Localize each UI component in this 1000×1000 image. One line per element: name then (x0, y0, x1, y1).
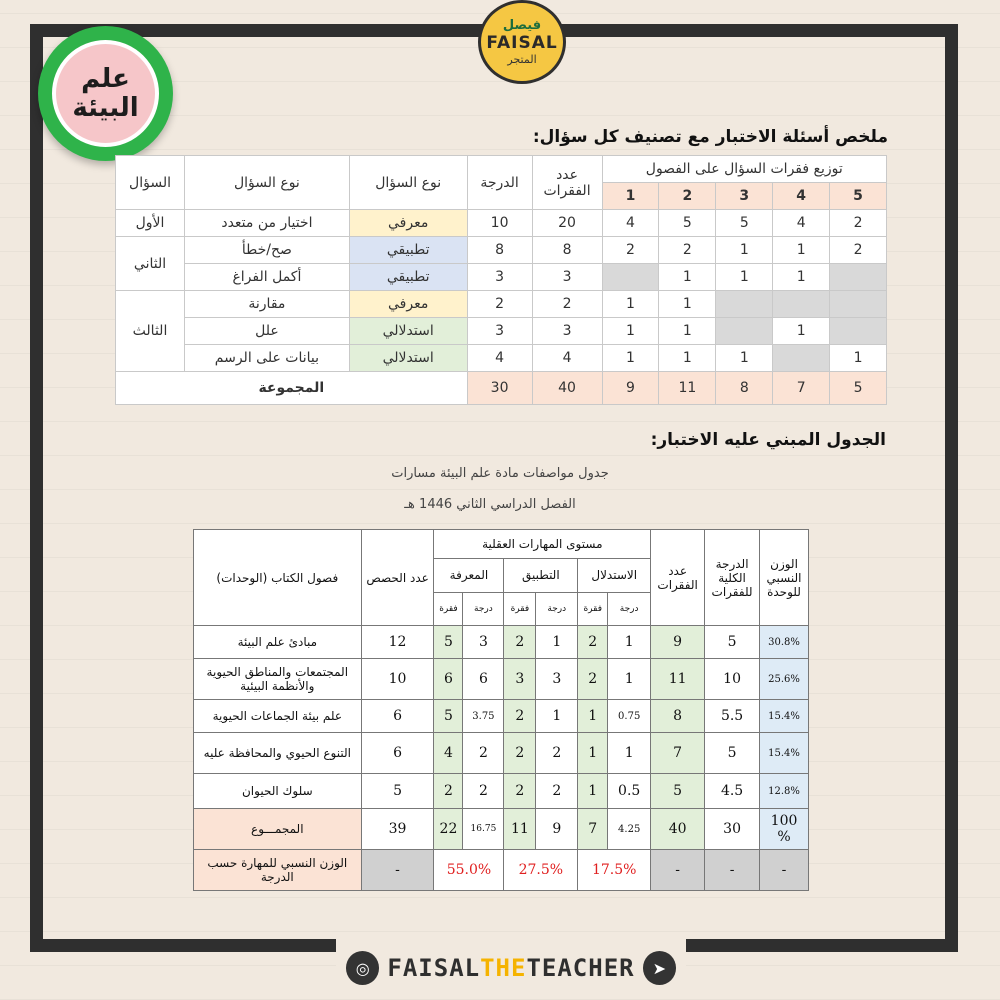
r-grade-header: درجة (608, 592, 651, 625)
total-row (116, 372, 887, 405)
weight-row-knowledge: 55.0% (434, 850, 504, 891)
total-total: 30 (705, 809, 760, 850)
cell-weight: 15.4% (760, 733, 809, 774)
cell-count: 9 (651, 626, 705, 659)
k-item-header: فقرة (434, 592, 463, 625)
weight-header: الوزن النسبي للوحدة (760, 530, 809, 626)
cell-c3: 5 (716, 210, 773, 237)
cell-a-grade: 2 (536, 733, 578, 774)
cell-grade: 8 (467, 237, 532, 264)
cell-chapter-name: التنوع الحيوي والمحافظة عليه (194, 733, 362, 774)
questions-summary-table (115, 155, 887, 405)
cell-count: 3 (532, 318, 602, 345)
r-item-header: فقرة (578, 592, 608, 625)
table-row (194, 733, 809, 774)
total-label: المجموعة (116, 372, 468, 405)
chapter-header-4: 4 (773, 183, 830, 210)
cell-a-grade: 1 (536, 626, 578, 659)
cell-periods: 6 (361, 700, 434, 733)
chapter-header-3: 3 (716, 183, 773, 210)
total-grade: 30 (467, 372, 532, 405)
cell-r-item: 1 (578, 700, 608, 733)
section2-title: الجدول المبني عليه الاختبار: (650, 430, 886, 450)
cell-a-item: 2 (504, 626, 536, 659)
cell-c1: 4 (602, 210, 659, 237)
spec-title: جدول مواصفات مادة علم البيئة مسارات (391, 466, 609, 481)
question-group: الثاني (116, 237, 185, 291)
cell-count: 2 (532, 291, 602, 318)
cell-c4 (773, 345, 830, 372)
cell-c5 (830, 264, 887, 291)
total-count: 40 (651, 809, 705, 850)
cell-c4: 1 (773, 264, 830, 291)
cell-c3: 1 (716, 345, 773, 372)
cell-level: معرفي (349, 210, 467, 237)
total-periods: 39 (361, 809, 434, 850)
cell-count: 8 (532, 237, 602, 264)
cell-k-item: 4 (434, 733, 463, 774)
cell-c5: 1 (830, 345, 887, 372)
weight-row-application: 27.5% (504, 850, 578, 891)
weight-row-label: الوزن النسبي للمهارة حسب الدرجة (194, 850, 362, 891)
store-logo-arabic: فيصل (502, 18, 542, 33)
cell-total: 10 (705, 659, 760, 700)
chapter-header-1: 1 (602, 183, 659, 210)
cell-level: معرفي (349, 291, 467, 318)
cell-c1: 1 (602, 345, 659, 372)
total-k-item: 22 (434, 809, 463, 850)
cell-c5 (830, 291, 887, 318)
store-logo (478, 0, 566, 84)
brand-part-c: TEACHER (526, 954, 635, 982)
weight-row-total: - (705, 850, 760, 891)
table-row (116, 237, 887, 264)
cell-chapter-name: علم بيئة الجماعات الحيوية (194, 700, 362, 733)
cell-c1: 1 (602, 318, 659, 345)
cell-c4: 1 (773, 318, 830, 345)
cell-level: تطبيقي (349, 237, 467, 264)
type-header: نوع السؤال (185, 156, 350, 210)
question-header: السؤال (116, 156, 185, 210)
total-k-grade: 16.75 (463, 809, 504, 850)
cell-c2: 1 (659, 291, 716, 318)
cell-weight: 30.8% (760, 626, 809, 659)
cell-grade: 3 (467, 264, 532, 291)
cell-c1: 2 (602, 237, 659, 264)
grade-header: الدرجة (467, 156, 532, 210)
total-c5: 5 (830, 372, 887, 405)
cell-count: 7 (651, 733, 705, 774)
cell-k-item: 5 (434, 700, 463, 733)
logo-line1: علم (81, 63, 130, 94)
cell-periods: 10 (361, 659, 434, 700)
table-row (194, 700, 809, 733)
chapters-header: فصول الكتاب (الوحدات) (194, 530, 362, 626)
cell-total: 5.5 (705, 700, 760, 733)
table-row (116, 318, 887, 345)
cell-level: استدلالي (349, 345, 467, 372)
a-grade-header: درجة (536, 592, 578, 625)
telegram-icon[interactable]: ➤ (643, 951, 676, 985)
cell-c2: 1 (659, 318, 716, 345)
total-grade-header: الدرجة الكلية للفقرات (705, 530, 760, 626)
cell-a-item: 2 (504, 774, 536, 809)
table-row (116, 264, 887, 291)
table-row (116, 210, 887, 237)
cell-c3: 1 (716, 264, 773, 291)
weight-row-count: - (651, 850, 705, 891)
cell-a-grade: 3 (536, 659, 578, 700)
cell-total: 5 (705, 626, 760, 659)
cell-chapter-name: المجتمعات والمناطق الحيوية والأنظمة البيئية (194, 659, 362, 700)
items-count-header: عدد الفقرات (651, 530, 705, 626)
cell-count: 4 (532, 345, 602, 372)
cell-k-grade: 2 (463, 733, 504, 774)
k-grade-header: درجة (463, 592, 504, 625)
level-header: نوع السؤال (349, 156, 467, 210)
table-row (194, 659, 809, 700)
cell-c4 (773, 291, 830, 318)
spec-table (193, 529, 809, 891)
cell-periods: 5 (361, 774, 434, 809)
cell-r-grade: 1 (608, 659, 651, 700)
cell-weight: 25.6% (760, 659, 809, 700)
cell-r-grade: 0.75 (608, 700, 651, 733)
cell-c2: 1 (659, 264, 716, 291)
section1-title: ملخص أسئلة الاختبار مع تصنيف كل سؤال: (532, 127, 888, 147)
cell-weight: 15.4% (760, 700, 809, 733)
cell-c2: 2 (659, 237, 716, 264)
cell-type: بيانات على الرسم (185, 345, 350, 372)
total-c2: 11 (659, 372, 716, 405)
total-count: 40 (532, 372, 602, 405)
cell-level: استدلالي (349, 318, 467, 345)
brand-part-a: FAISAL (387, 954, 481, 982)
instagram-icon[interactable]: ◎ (346, 951, 379, 985)
table-row (194, 626, 809, 659)
total-row (194, 809, 809, 850)
total-a-grade: 9 (536, 809, 578, 850)
weight-row-weight: - (760, 850, 809, 891)
cell-count: 8 (651, 700, 705, 733)
cell-count: 11 (651, 659, 705, 700)
chapter-header-5: 5 (830, 183, 887, 210)
store-logo-subtitle: المتجر (507, 53, 537, 66)
weight-row-periods: - (361, 850, 434, 891)
total-r-grade: 4.25 (608, 809, 651, 850)
table-row (116, 345, 887, 372)
distribution-header: توزيع فقرات السؤال على الفصول (602, 156, 886, 183)
cell-a-item: 2 (504, 733, 536, 774)
cell-weight: 12.8% (760, 774, 809, 809)
total-c1: 9 (602, 372, 659, 405)
store-logo-brand: FAISAL (486, 33, 558, 53)
total-weight-number: 100 (770, 813, 798, 829)
cell-a-item: 2 (504, 700, 536, 733)
cell-type: مقارنة (185, 291, 350, 318)
cell-c4: 4 (773, 210, 830, 237)
cell-r-grade: 1 (608, 733, 651, 774)
cell-level: تطبيقي (349, 264, 467, 291)
footer-brand-text (387, 954, 634, 982)
items-count-header: عدد الفقرات (532, 156, 602, 210)
table-row (194, 774, 809, 809)
cell-k-item: 2 (434, 774, 463, 809)
application-header: التطبيق (504, 559, 578, 592)
cell-a-grade: 2 (536, 774, 578, 809)
cell-periods: 6 (361, 733, 434, 774)
subject-logo (38, 26, 173, 161)
brand-part-b: THE (480, 954, 527, 982)
cell-k-item: 5 (434, 626, 463, 659)
total-a-item: 11 (504, 809, 536, 850)
cell-k-item: 6 (434, 659, 463, 700)
cell-c5 (830, 318, 887, 345)
table-row (116, 291, 887, 318)
question-group: الأول (116, 210, 185, 237)
cell-count: 20 (532, 210, 602, 237)
cell-r-item: 1 (578, 774, 608, 809)
cell-k-grade: 2 (463, 774, 504, 809)
periods-header: عدد الحصص (361, 530, 434, 626)
question-group: الثالث (116, 291, 185, 372)
cell-k-grade: 3.75 (463, 700, 504, 733)
total-weight (760, 809, 809, 850)
cell-total: 4.5 (705, 774, 760, 809)
cell-c1 (602, 264, 659, 291)
cell-c5: 2 (830, 210, 887, 237)
footer-brand (336, 936, 686, 998)
cell-type: علل (185, 318, 350, 345)
a-item-header: فقرة (504, 592, 536, 625)
cell-r-item: 2 (578, 659, 608, 700)
total-r-item: 7 (578, 809, 608, 850)
cell-c2: 1 (659, 345, 716, 372)
total-label: المجمـــوع (194, 809, 362, 850)
cell-r-item: 2 (578, 626, 608, 659)
cell-r-item: 1 (578, 733, 608, 774)
cell-type: أكمل الفراغ (185, 264, 350, 291)
cell-total: 5 (705, 733, 760, 774)
chapter-header-2: 2 (659, 183, 716, 210)
cell-r-grade: 0.5 (608, 774, 651, 809)
total-weight-unit: % (777, 829, 791, 845)
total-c3: 8 (716, 372, 773, 405)
cell-c1: 1 (602, 291, 659, 318)
cell-count: 3 (532, 264, 602, 291)
cell-grade: 10 (467, 210, 532, 237)
cell-chapter-name: سلوك الحيوان (194, 774, 362, 809)
cell-count: 5 (651, 774, 705, 809)
cell-chapter-name: مبادئ علم البيئة (194, 626, 362, 659)
cell-c2: 5 (659, 210, 716, 237)
cell-c4: 1 (773, 237, 830, 264)
knowledge-header: المعرفة (434, 559, 504, 592)
cell-grade: 3 (467, 318, 532, 345)
cell-c3 (716, 318, 773, 345)
cell-type: صح/خطأ (185, 237, 350, 264)
cell-grade: 4 (467, 345, 532, 372)
logo-line2: البيئة (72, 92, 139, 123)
skill-weight-row (194, 850, 809, 891)
cell-a-item: 3 (504, 659, 536, 700)
spec-term: الفصل الدراسي الثاني 1446 هـ (404, 497, 576, 512)
total-c4: 7 (773, 372, 830, 405)
cell-type: اختيار من متعدد (185, 210, 350, 237)
cell-c3: 1 (716, 237, 773, 264)
reasoning-header: الاستدلال (578, 559, 651, 592)
cell-grade: 2 (467, 291, 532, 318)
weight-row-reasoning: 17.5% (578, 850, 651, 891)
skills-header: مستوى المهارات العقلية (434, 530, 651, 559)
cell-c3 (716, 291, 773, 318)
cell-periods: 12 (361, 626, 434, 659)
cell-a-grade: 1 (536, 700, 578, 733)
cell-c5: 2 (830, 237, 887, 264)
cell-r-grade: 1 (608, 626, 651, 659)
cell-k-grade: 3 (463, 626, 504, 659)
cell-k-grade: 6 (463, 659, 504, 700)
